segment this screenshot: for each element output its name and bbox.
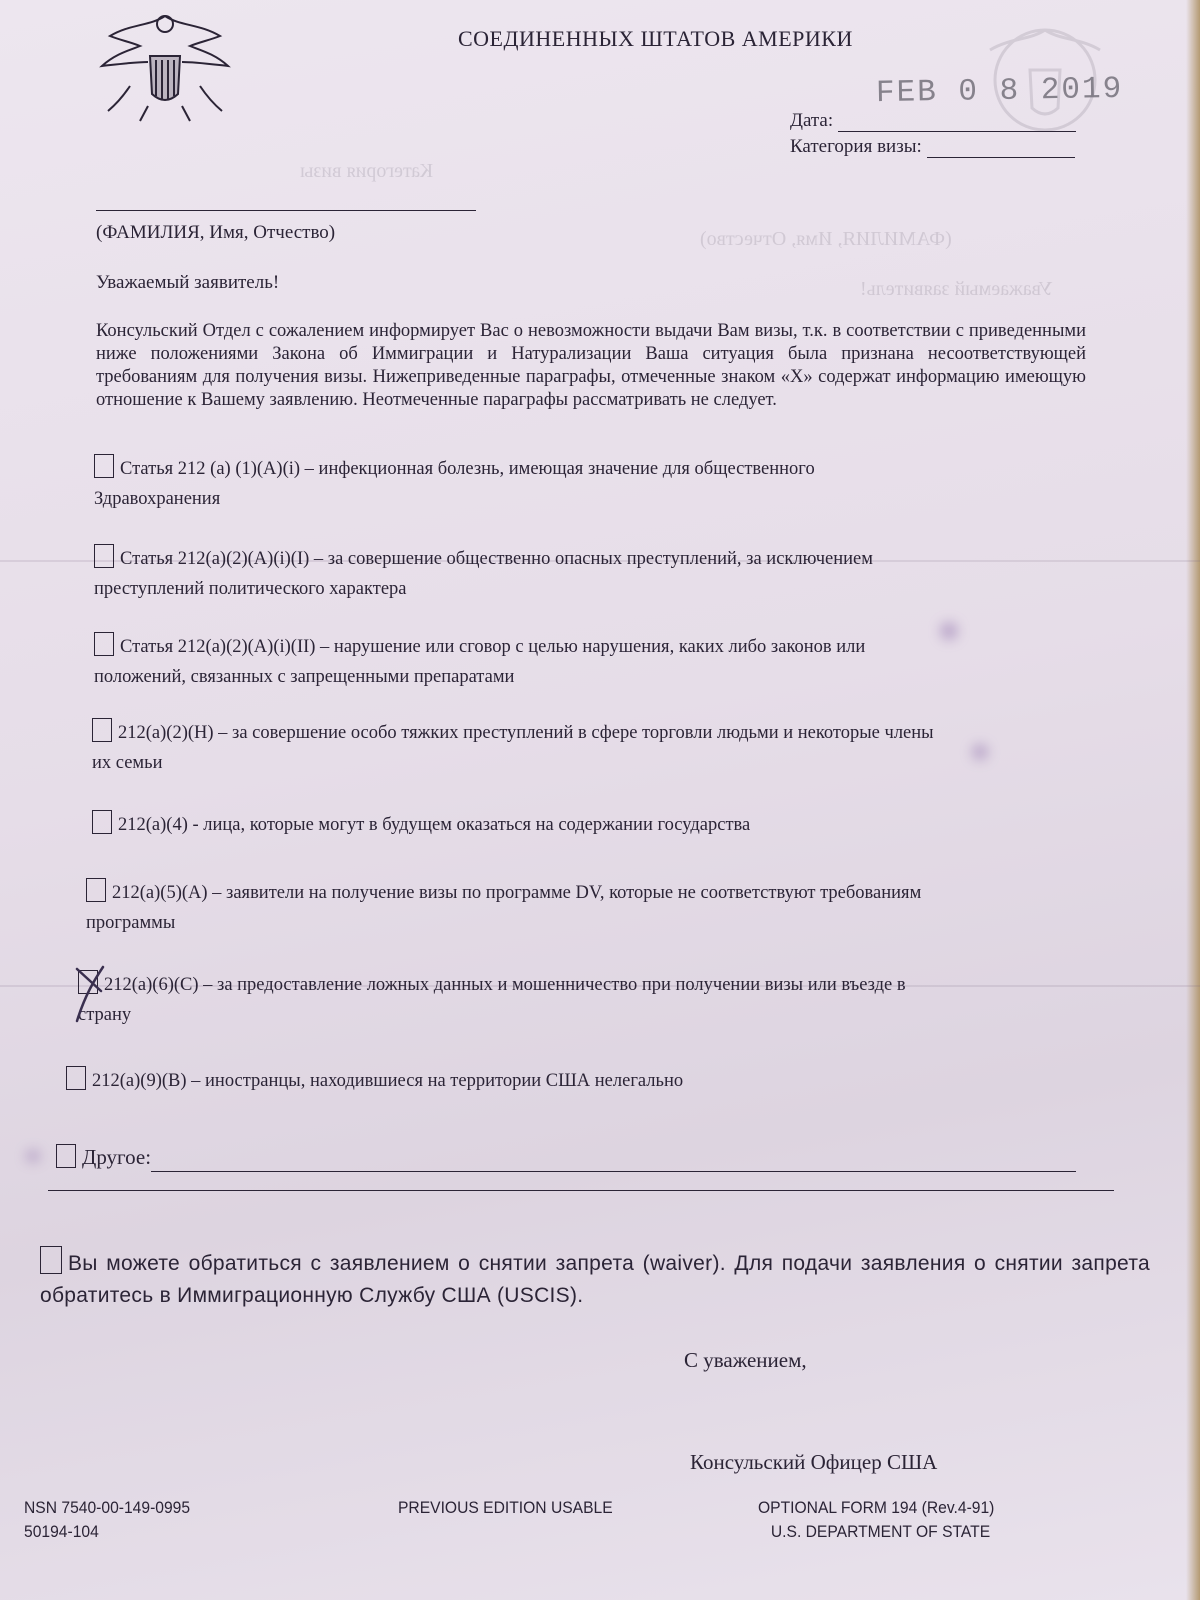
bleed-through-text: Категория визы xyxy=(300,160,434,182)
list-item xyxy=(92,718,1112,778)
other-field xyxy=(56,1142,1156,1172)
intro-paragraph: Консульский Отдел с сожалением информирует Вас о невозможности выдачи Вам визы, т.к. в соответствии с приведенными ниже положениями Закона об Иммиграции и Натурализации Ваша ситуация была признана несоответствующей требованиям для получения визы. Нижеприведенные параграфы, отмеченные знаком «X» содержат информацию имеющую отношение к Вашему заявлению. Неотмеченные параграфы рассматривать не следует. xyxy=(96,321,1086,410)
item-text: Статья 212(a)(2)(A)(i)(I) – за совершение общественно опасных преступлений, за исключением xyxy=(120,549,873,569)
item-checkbox[interactable] xyxy=(94,544,114,568)
visa-category-line[interactable] xyxy=(927,139,1075,158)
item-checkbox[interactable] xyxy=(92,810,112,834)
date-field xyxy=(790,110,1076,132)
item-text: 212(a)(4) - лица, которые могут в будущем оказаться на содержании государства xyxy=(118,815,751,835)
item-text: 212(a)(6)(C) – за предоставление ложных данных и мошенничество при получении визы или въезде в xyxy=(104,975,906,995)
ink-smudge xyxy=(972,744,988,760)
item-checkbox[interactable] xyxy=(94,454,114,478)
paper-edge xyxy=(1186,0,1200,1600)
applicant-name-line[interactable] xyxy=(96,210,476,211)
eagle-seal-icon xyxy=(90,6,240,126)
waiver-paragraph xyxy=(40,1246,1150,1312)
list-item xyxy=(86,878,1126,938)
item-text-continued: страну xyxy=(78,1005,132,1025)
other-input-line-2[interactable] xyxy=(48,1190,1114,1191)
list-item xyxy=(94,454,1094,514)
item-text: 212(a)(5)(A) – заявители на получение визы по программе DV, которые не соответствуют требованиям xyxy=(112,883,922,903)
footer-form-number: OPTIONAL FORM 194 (Rev.4-91) xyxy=(758,1498,995,1517)
footer-edition: PREVIOUS EDITION USABLE xyxy=(398,1498,613,1517)
ink-smudge xyxy=(940,622,958,640)
bleed-through-text: Уважаемый заявитель! xyxy=(860,278,1053,300)
date-line[interactable] xyxy=(838,113,1076,132)
closing: С уважением, xyxy=(684,1348,807,1372)
item-checkbox[interactable] xyxy=(92,718,112,742)
footer-nsn-text: NSN 7540-00-149-0995 xyxy=(24,1498,191,1517)
bleed-through-text: (ФАМИЛИЯ, Имя, Отчество) xyxy=(700,228,952,250)
item-text-continued: программы xyxy=(86,913,176,933)
list-item xyxy=(92,810,1092,840)
item-checkbox[interactable] xyxy=(86,878,106,902)
item-text-continued: преступлений политического характера xyxy=(94,579,407,599)
greeting: Уважаемый заявитель! xyxy=(96,272,280,293)
list-item xyxy=(66,1066,1066,1096)
list-item xyxy=(94,632,1094,692)
other-checkbox[interactable] xyxy=(56,1144,76,1168)
footer-form xyxy=(758,1496,994,1544)
item-text: Статья 212 (a) (1)(A)(i) – инфекционная болезнь, имеющая значение для общественного xyxy=(120,459,815,479)
other-label: Другое: xyxy=(82,1145,152,1169)
other-input-line[interactable] xyxy=(151,1151,1076,1172)
item-text: 212(a)(9)(B) – иностранцы, находившиеся на территории США нелегально xyxy=(92,1071,684,1091)
item-text-continued: их семьи xyxy=(92,753,163,773)
item-text-continued: положений, связанных с запрещенными препаратами xyxy=(94,667,515,687)
ink-smudge xyxy=(26,1150,40,1162)
visa-category-field xyxy=(790,136,1075,158)
footer-department: U.S. DEPARTMENT OF STATE xyxy=(770,1522,991,1541)
item-checkbox-checked[interactable] xyxy=(78,970,98,994)
list-item xyxy=(94,544,1094,604)
waiver-checkbox[interactable] xyxy=(40,1246,62,1274)
date-stamp: FEB 0 8 2019 xyxy=(875,71,1124,112)
signature-title: Консульский Офицер США xyxy=(690,1450,938,1474)
page-title: СОЕДИНЕННЫХ ШТАТОВ АМЕРИКИ xyxy=(458,26,853,51)
item-checkbox[interactable] xyxy=(94,632,114,656)
item-text: Статья 212(a)(2)(A)(i)(II) – нарушение или сговор с целью нарушения, каких либо законов или xyxy=(120,637,866,657)
footer-nsn xyxy=(24,1496,190,1544)
waiver-text: Вы можете обратиться с заявлением о снятии запрета (waiver). Для подачи заявления о снятии запрета обратитесь в Иммиграционную Службу США (USCIS). xyxy=(40,1252,1150,1307)
item-checkbox[interactable] xyxy=(66,1066,86,1090)
item-text-continued: Здравохранения xyxy=(94,489,221,509)
list-item-checked xyxy=(78,970,1118,1030)
date-label: Дата: xyxy=(790,110,834,131)
footer-code: 50194-104 xyxy=(24,1522,99,1541)
x-mark-icon xyxy=(75,965,107,1025)
applicant-name-caption: (ФАМИЛИЯ, Имя, Отчество) xyxy=(96,222,336,243)
item-text: 212(a)(2)(H) – за совершение особо тяжких преступлений в сфере торговли людьми и некоторые члены xyxy=(118,723,934,743)
visa-category-label: Категория визы: xyxy=(790,136,922,157)
